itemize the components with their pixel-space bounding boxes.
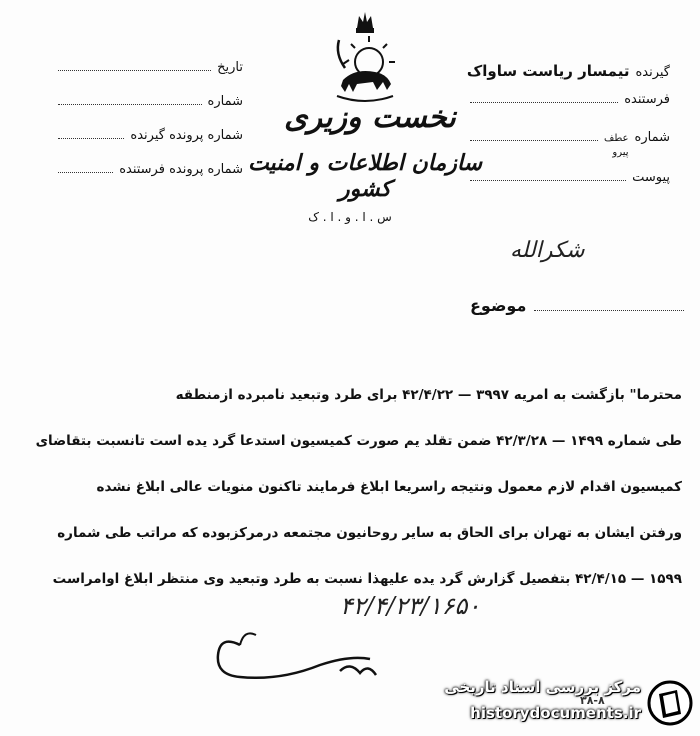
subject-label: موضوع [470, 296, 527, 315]
date-label: تاریخ [217, 60, 243, 75]
number-label: شماره [634, 130, 670, 145]
letter-body [30, 372, 682, 602]
watermark [420, 676, 695, 732]
body-line: کمیسیون اقدام لازم معمول ونتیجه راسریعا ابلاغ فرمایند تاکنون منویات عالی ابلاغ نشده [96, 479, 682, 495]
page-number: ۳۸-۸ [580, 694, 605, 707]
subject-field [470, 296, 684, 315]
archive-logo-icon [647, 680, 693, 726]
handwritten-date: ۴۲/۴/۲۳/۱۶۵۰ [340, 592, 481, 620]
receiver-file-label: شماره پرونده گیرنده [130, 128, 243, 143]
handwritten-note: شکرالله [510, 238, 585, 263]
organization-subtitle: سازمان اطلاعات و امنیت کشور [247, 150, 483, 202]
watermark-url: historydocuments.ir [470, 704, 641, 722]
recipient-field [466, 62, 670, 80]
number-atf-label: عطف [604, 133, 629, 144]
sender-field [470, 92, 670, 107]
handwritten-signature [200, 615, 400, 705]
lion-and-sun-emblem [325, 10, 405, 105]
watermark-site-name: مرکز بررسی اسناد تاریخی [444, 678, 641, 696]
organization-title: نخست وزیری [284, 100, 456, 135]
body-line: طی شماره ۱۴۹۹ — ۴۲/۳/۲۸ ضمن تقلد یم صورت کمیسیون استدعا گرد یده است تانسبت بتقاضای [35, 433, 682, 449]
number-peyro-label: پیرو [612, 147, 629, 158]
left-number-label: شماره [207, 94, 243, 109]
sender-file-field [58, 162, 243, 177]
receiver-file-field [58, 128, 243, 143]
sender-file-label: شماره پرونده فرستنده [119, 162, 243, 177]
recipient-label: گیرنده [635, 65, 670, 80]
body-line: ورفتن ایشان به تهران برای الحاق به سایر روحانیون مجتمعه درمرکزبوده که مراتب طی شماره [57, 525, 682, 541]
body-line: ۱۵۹۹ — ۴۲/۴/۱۵ بتفصیل گزارش گرد یده علیهذا نسبت به طرد وتبعید وی منتظر ابلاغ اوامراست [52, 571, 682, 587]
date-field [58, 60, 243, 75]
sender-label: فرستنده [624, 92, 670, 107]
recipient-value: تیمسار ریاست ساواک [466, 62, 630, 80]
body-line: محترما" بازگشت به امریه ۳۹۹۷ — ۴۲/۴/۲۲ برای طرد وتبعید نامبرده ازمنطقه [175, 387, 682, 403]
organization-code: س . ا . و . ا . ک [308, 210, 392, 224]
attachment-label: پیوست [632, 170, 670, 185]
left-number-field [58, 94, 243, 109]
